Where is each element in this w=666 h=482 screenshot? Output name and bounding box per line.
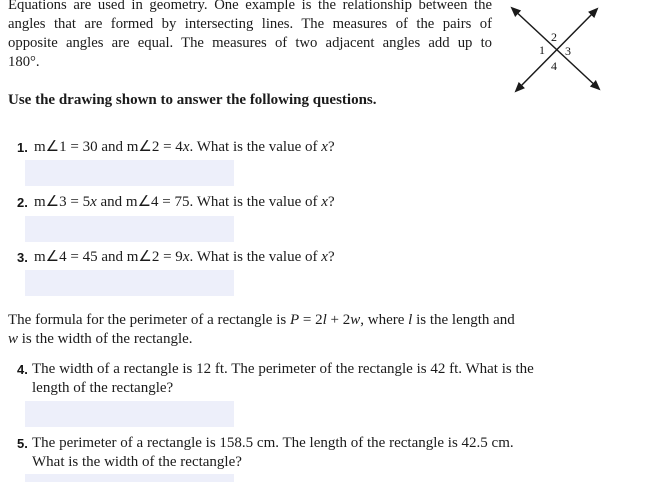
formula-seg-3: + 2 [326, 312, 351, 328]
formula-seg-2: = 2 [299, 312, 323, 328]
q5-line-2: What is the width of the rectangle? [32, 454, 242, 470]
answer-box-4[interactable] [25, 401, 234, 427]
instruction-heading: Use the drawing shown to answer the following questions. [8, 92, 377, 108]
answer-box-3[interactable] [25, 270, 234, 296]
angle-label-right: 3 [565, 44, 571, 58]
question-5-number: 5. [17, 436, 28, 451]
question-2-number: 2. [17, 195, 28, 210]
formula-paragraph [8, 311, 515, 349]
q1-var-1: x [182, 139, 190, 155]
formula-line-2 [8, 330, 515, 349]
question-3-number: 3. [17, 250, 28, 265]
answer-box-2[interactable] [25, 216, 234, 242]
q1-seg-e: ? [327, 139, 335, 155]
formula-var-l1: l [322, 312, 327, 328]
question-3-text [34, 248, 335, 267]
q2-var-2: x [321, 194, 328, 210]
question-2-text [34, 193, 335, 212]
q3-var-1: x [182, 249, 190, 265]
q3-var-2: x [321, 249, 328, 265]
formula-var-w1: w [350, 312, 361, 328]
formula-var-l2: l [408, 312, 413, 328]
intro-paragraph [8, 0, 492, 72]
intersecting-lines-diagram [496, 0, 616, 102]
formula-seg-6: is the width of the rectangle. [18, 331, 193, 347]
q3-seg-e: ? [327, 249, 335, 265]
formula-var-w2: w [8, 331, 19, 347]
answer-box-1[interactable] [25, 160, 234, 186]
question-1-text [34, 138, 335, 157]
q4-line-1: The width of a rectangle is 12 ft. The perimeter of the rectangle is 42 ft. What is the [32, 361, 534, 377]
q3-seg-c: . What is the value of [189, 249, 322, 265]
formula-var-P: P [289, 312, 300, 328]
intro-line-1: Equations are used in geometry. One example is the relationship between the [8, 0, 492, 13]
q1-var-2: x [321, 139, 328, 155]
angle-label-top: 2 [551, 30, 557, 44]
question-1-number: 1. [17, 140, 28, 155]
intro-line-3: opposite angles are equal. The measures of two adjacent angles add up to [8, 35, 492, 51]
angle-label-left: 1 [539, 43, 545, 57]
formula-seg-1: The formula for the perimeter of a rectangle is [8, 312, 290, 328]
angle-label-bottom: 4 [551, 59, 557, 73]
q1-seg-c: . What is the value of [189, 139, 322, 155]
q2-var-1: x [90, 194, 97, 210]
question-5-text [32, 434, 514, 472]
question-4-number: 4. [17, 362, 28, 377]
q1-seg-a: m∠1 = 30 and m∠2 = 4 [34, 139, 183, 155]
formula-line-1 [8, 311, 515, 330]
q5-line-1: The perimeter of a rectangle is 158.5 cm. The length of the rectangle is 42.5 cm. [32, 435, 514, 451]
question-4-text [32, 360, 534, 398]
formula-seg-5: is the length and [412, 312, 515, 328]
intro-line-4: 180°. [8, 54, 40, 70]
q2-seg-e: ? [327, 194, 335, 210]
q2-seg-c: and m∠4 = 75. What is the value of [96, 194, 322, 210]
formula-seg-4: , where [360, 312, 409, 328]
q4-line-2: length of the rectangle? [32, 380, 174, 396]
diagram-line-b [516, 9, 597, 91]
q3-seg-a: m∠4 = 45 and m∠2 = 9 [34, 249, 183, 265]
intro-line-2: angles that are formed by intersecting lines. The measures of the pairs of [8, 16, 492, 32]
q2-seg-a: m∠3 = 5 [34, 194, 91, 210]
answer-box-5[interactable] [25, 474, 234, 482]
